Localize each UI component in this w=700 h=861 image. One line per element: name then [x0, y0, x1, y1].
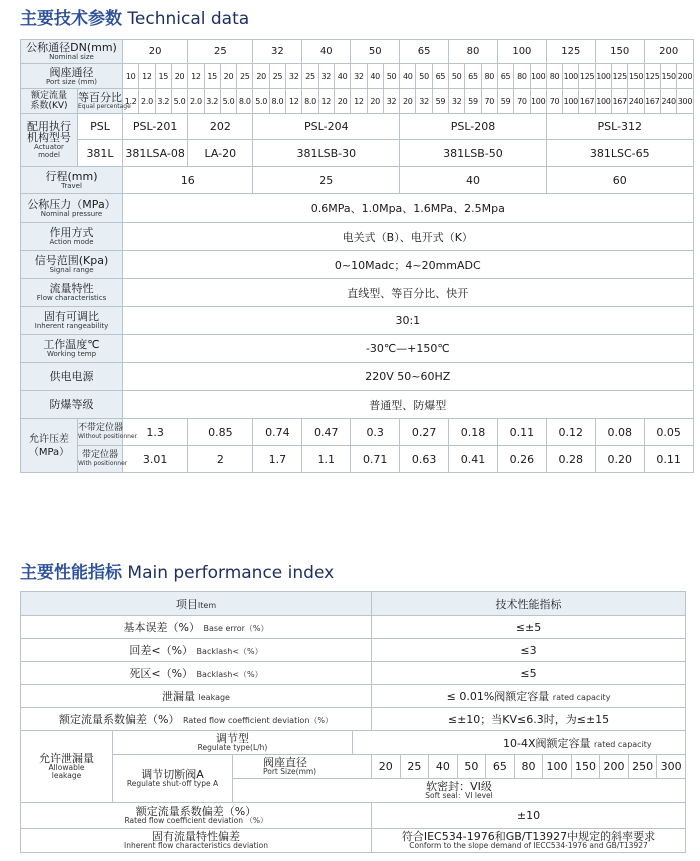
- port-diameter-value: 40: [429, 755, 458, 779]
- perf-value: ≤±10；当KV≤6.3时，为≤±15: [372, 708, 686, 731]
- port-size-value: 32: [318, 64, 334, 89]
- leak-port-row: [21, 755, 686, 779]
- soft-seal-value: 软密封：VI级 Soft seal：VI level: [233, 779, 686, 803]
- kv-value: 167: [644, 89, 660, 114]
- with-positioner-value: 2: [188, 446, 253, 473]
- row-port-size: [21, 64, 694, 89]
- with-positioner-value: 3.01: [123, 446, 188, 473]
- port-size-value: 20: [253, 64, 269, 89]
- port-diameter-value: 150: [571, 755, 600, 779]
- perf-item: 额定流量系数偏差（%） Rated flow coefficient deviation（%）: [21, 708, 372, 731]
- port-diameter-value: 65: [486, 755, 515, 779]
- kv-value: 100: [530, 89, 546, 114]
- no-positioner-value: 0.11: [497, 419, 546, 446]
- signal-value: 0~10Madc；4~20mmADC: [123, 251, 694, 279]
- pressure-diff-label: 允许压差 （MPa）: [21, 419, 78, 473]
- port-size-value: 20: [171, 64, 187, 89]
- 381l-model: 381LSB-50: [400, 140, 547, 167]
- perf-row: [21, 708, 686, 731]
- dn-cell: 125: [546, 40, 595, 64]
- travel-value: 60: [546, 167, 693, 194]
- perf-value: ≤3: [372, 639, 686, 662]
- dn-cell: 40: [302, 40, 351, 64]
- port-size-value: 100: [530, 64, 546, 89]
- port-size-value: 150: [628, 64, 644, 89]
- no-positioner-value: 0.47: [302, 419, 351, 446]
- kv-value: 100: [595, 89, 611, 114]
- port-diameter-value: 300: [657, 755, 686, 779]
- port-size-value: 25: [269, 64, 285, 89]
- kv-value: 59: [497, 89, 513, 114]
- deviation-value: ±10: [372, 803, 686, 829]
- row-no-positioner: [21, 419, 694, 446]
- perf-row: [21, 685, 686, 708]
- dn-cell: 32: [253, 40, 302, 64]
- kv-value: 12: [318, 89, 334, 114]
- leak-regulate-row: [21, 731, 686, 755]
- port-size-value: 50: [416, 64, 432, 89]
- kv-value: 8.0: [237, 89, 253, 114]
- port-size-value: 15: [155, 64, 171, 89]
- with-positioner-value: 1.7: [253, 446, 302, 473]
- row-action: [21, 223, 694, 251]
- port-diameter-value: 200: [600, 755, 629, 779]
- kv-value: 3.2: [204, 89, 220, 114]
- perf-value: ≤5: [372, 662, 686, 685]
- nominal-size-label: 公称通径DN(mm) Nominal size: [21, 40, 123, 64]
- with-positioner-value: 0.26: [497, 446, 546, 473]
- dn-cell: 65: [400, 40, 449, 64]
- port-size-value: 20: [220, 64, 236, 89]
- psl-model: 202: [188, 114, 253, 140]
- dn-cell: 80: [449, 40, 498, 64]
- with-positioner-value: 0.71: [351, 446, 400, 473]
- kv-value: 32: [449, 89, 465, 114]
- row-psl: [21, 114, 694, 140]
- explosion-value: 普通型、防爆型: [123, 391, 694, 419]
- row-power: [21, 363, 694, 391]
- no-positioner-value: 0.12: [546, 419, 595, 446]
- inherent-value: 符合IEC534-1976和GB/T13927中规定的斜率要求 Conform to the slope demand of IECC534-1976 and GB/T13927: [372, 829, 686, 853]
- section-title-cn: 主要技术参数: [20, 9, 122, 29]
- perf-item: 基本误差（%） Base error（%）: [21, 616, 372, 639]
- port-size-value: 100: [595, 64, 611, 89]
- port-size-value: 40: [400, 64, 416, 89]
- kv-value: 5.0: [171, 89, 187, 114]
- kv-label: 额定流量 系数(KV): [21, 89, 78, 114]
- dn-cell: 20: [123, 40, 188, 64]
- section-title-performance: [20, 558, 334, 583]
- pressure-label: 公称压力（MPa） Nominal pressure: [21, 194, 123, 223]
- row-explosion: [21, 391, 694, 419]
- kv-value: 3.2: [155, 89, 171, 114]
- kv-value: 20: [400, 89, 416, 114]
- actuator-model-label: 配用执行 机构型号 Actuator model: [21, 114, 78, 167]
- with-positioner-value: 0.63: [400, 446, 449, 473]
- kv-value: 2.0: [139, 89, 155, 114]
- 381l-label: 381L: [78, 140, 123, 167]
- header-index: 技术性能指标: [372, 592, 686, 616]
- section-title-cn: 主要性能指标: [20, 563, 122, 583]
- perf-value: ≤ 0.01%阀额定容量 rated capacity: [372, 685, 686, 708]
- port-size-value: 125: [579, 64, 595, 89]
- travel-label: 行程(mm) Travel: [21, 167, 123, 194]
- regulate-type-value: 10-4X阀额定容量 rated capacity: [353, 731, 686, 755]
- port-diameter-value: 80: [514, 755, 543, 779]
- row-travel: [21, 167, 694, 194]
- travel-value: 40: [400, 167, 547, 194]
- port-size-value: 65: [432, 64, 448, 89]
- perf-item: 死区<（%） Backlash<（%）: [21, 662, 372, 685]
- port-size-value: 65: [497, 64, 513, 89]
- no-positioner-value: 1.3: [123, 419, 188, 446]
- dn-cell: 200: [644, 40, 693, 64]
- kv-value: 59: [432, 89, 448, 114]
- port-size-value: 125: [644, 64, 660, 89]
- inherent-label: 固有流量特性偏差 Inherent flow characteristics deviation: [21, 829, 372, 853]
- no-positioner-value: 0.27: [400, 419, 449, 446]
- kv-value: 12: [351, 89, 367, 114]
- perf-header-row: [21, 592, 686, 616]
- dn-cell: 100: [497, 40, 546, 64]
- temp-value: -30℃—+150℃: [123, 335, 694, 363]
- perf-item: 泄漏量 leakage: [21, 685, 372, 708]
- kv-value: 5.0: [253, 89, 269, 114]
- row-with-positioner: [21, 446, 694, 473]
- range-value: 30:1: [123, 307, 694, 335]
- regulate-type-label: 调节型 Regulate type(L/h): [113, 731, 353, 755]
- no-positioner-value: 0.3: [351, 419, 400, 446]
- with-positioner-value: 0.28: [546, 446, 595, 473]
- travel-value: 25: [253, 167, 400, 194]
- port-size-value: 65: [465, 64, 481, 89]
- port-size-value: 80: [481, 64, 497, 89]
- travel-value: 16: [123, 167, 253, 194]
- kv-value: 70: [481, 89, 497, 114]
- port-size-value: 200: [677, 64, 693, 89]
- section-title-technical-data: [20, 4, 249, 29]
- psl-model: PSL-201: [123, 114, 188, 140]
- pressure-value: 0.6MPa、1.0Mpa、1.6MPa、2.5Mpa: [123, 194, 694, 223]
- shutoff-type-label: 调节切断阀A Regulate shut-off type A: [113, 755, 233, 803]
- row-temp: [21, 335, 694, 363]
- kv-value: 2.0: [188, 89, 204, 114]
- kv-value: 1.2: [123, 89, 139, 114]
- row-nominal-size: [21, 40, 694, 64]
- inherent-row: [21, 829, 686, 853]
- kv-value: 5.0: [220, 89, 236, 114]
- no-positioner-value: 0.18: [449, 419, 498, 446]
- row-pressure: [21, 194, 694, 223]
- row-signal: [21, 251, 694, 279]
- kv-type-label: 等百分比 Equal percentage: [78, 89, 123, 114]
- no-positioner-value: 0.74: [253, 419, 302, 446]
- port-size-value: 50: [449, 64, 465, 89]
- port-size-label: 阀座通径 Port size (mm): [21, 64, 123, 89]
- with-positioner-value: 0.20: [595, 446, 644, 473]
- performance-table: [20, 591, 686, 853]
- action-value: 电关式（B）、电开式（K）: [123, 223, 694, 251]
- port-size-value: 25: [237, 64, 253, 89]
- perf-item: 回差<（%） Backlash<（%）: [21, 639, 372, 662]
- port-diameter-value: 20: [372, 755, 401, 779]
- port-diameter-value: 250: [628, 755, 657, 779]
- with-positioner-value: 0.11: [644, 446, 693, 473]
- psl-label: PSL: [78, 114, 123, 140]
- leakage-label: 允许泄漏量 Allowable leakage: [21, 731, 113, 803]
- port-diameter-value: 100: [543, 755, 572, 779]
- no-positioner-value: 0.08: [595, 419, 644, 446]
- port-size-value: 50: [383, 64, 399, 89]
- perf-row: [21, 616, 686, 639]
- port-size-value: 10: [123, 64, 139, 89]
- port-size-value: 150: [660, 64, 676, 89]
- deviation-label: 额定流量系数偏差（%） Rated flow coefficient deviation （%）: [21, 803, 372, 829]
- port-size-value: 80: [514, 64, 530, 89]
- deviation-row: [21, 803, 686, 829]
- 381l-model: 381LSC-65: [546, 140, 693, 167]
- row-range: [21, 307, 694, 335]
- header-item: 项目Item: [21, 592, 372, 616]
- 381l-model: 381LSB-30: [253, 140, 400, 167]
- port-size-value: 100: [563, 64, 579, 89]
- no-positioner-label: 不带定位器 Without positionner: [78, 419, 123, 446]
- port-size-value: 15: [204, 64, 220, 89]
- with-positioner-value: 0.41: [449, 446, 498, 473]
- kv-value: 32: [383, 89, 399, 114]
- port-size-value: 40: [367, 64, 383, 89]
- technical-data-table: [20, 39, 694, 473]
- psl-model: PSL-204: [253, 114, 400, 140]
- flow-label: 流量特性 Flow characteristics: [21, 279, 123, 307]
- kv-value: 240: [628, 89, 644, 114]
- row-381l: [21, 140, 694, 167]
- signal-label: 信号范围(Kpa) Signal range: [21, 251, 123, 279]
- perf-value: ≤±5: [372, 616, 686, 639]
- power-label: 供电电源: [21, 363, 123, 391]
- row-kv: [21, 89, 694, 114]
- range-label: 固有可调比 Inherent rangeability: [21, 307, 123, 335]
- port-size-value: 32: [351, 64, 367, 89]
- perf-row: [21, 639, 686, 662]
- kv-value: 32: [416, 89, 432, 114]
- section-title-en: Main performance index: [127, 563, 335, 583]
- kv-value: 20: [367, 89, 383, 114]
- port-diameter-value: 25: [400, 755, 429, 779]
- with-positioner-value: 1.1: [302, 446, 351, 473]
- dn-cell: 25: [188, 40, 253, 64]
- port-size-value: 12: [139, 64, 155, 89]
- port-size-value: 12: [188, 64, 204, 89]
- kv-value: 167: [612, 89, 628, 114]
- port-size-value: 125: [612, 64, 628, 89]
- dn-cell: 150: [595, 40, 644, 64]
- kv-value: 70: [514, 89, 530, 114]
- no-positioner-value: 0.05: [644, 419, 693, 446]
- psl-model: PSL-312: [546, 114, 693, 140]
- kv-value: 240: [660, 89, 676, 114]
- port-diameter-value: 50: [457, 755, 486, 779]
- kv-value: 167: [579, 89, 595, 114]
- kv-value: 300: [677, 89, 693, 114]
- port-size-value: 25: [302, 64, 318, 89]
- kv-value: 8.0: [269, 89, 285, 114]
- with-positioner-label: 带定位器 With positionner: [78, 446, 123, 473]
- perf-row: [21, 662, 686, 685]
- action-label: 作用方式 Action mode: [21, 223, 123, 251]
- port-size-value: 40: [334, 64, 350, 89]
- kv-value: 20: [334, 89, 350, 114]
- port-size-label: 阀座直径 Port Size(mm): [233, 755, 372, 779]
- kv-value: 59: [465, 89, 481, 114]
- 381l-model: 381LSA-08: [123, 140, 188, 167]
- no-positioner-value: 0.85: [188, 419, 253, 446]
- port-size-value: 32: [286, 64, 302, 89]
- explosion-label: 防爆等级: [21, 391, 123, 419]
- power-value: 220V 50~60HZ: [123, 363, 694, 391]
- flow-value: 直线型、等百分比、快开: [123, 279, 694, 307]
- kv-value: 70: [546, 89, 562, 114]
- dn-cell: 50: [351, 40, 400, 64]
- section-title-en: Technical data: [127, 9, 250, 29]
- port-size-value: 80: [546, 64, 562, 89]
- psl-model: PSL-208: [400, 114, 547, 140]
- temp-label: 工作温度℃ Working temp: [21, 335, 123, 363]
- 381l-model: LA-20: [188, 140, 253, 167]
- kv-value: 100: [563, 89, 579, 114]
- kv-value: 8.0: [302, 89, 318, 114]
- kv-value: 12: [286, 89, 302, 114]
- row-flow: [21, 279, 694, 307]
